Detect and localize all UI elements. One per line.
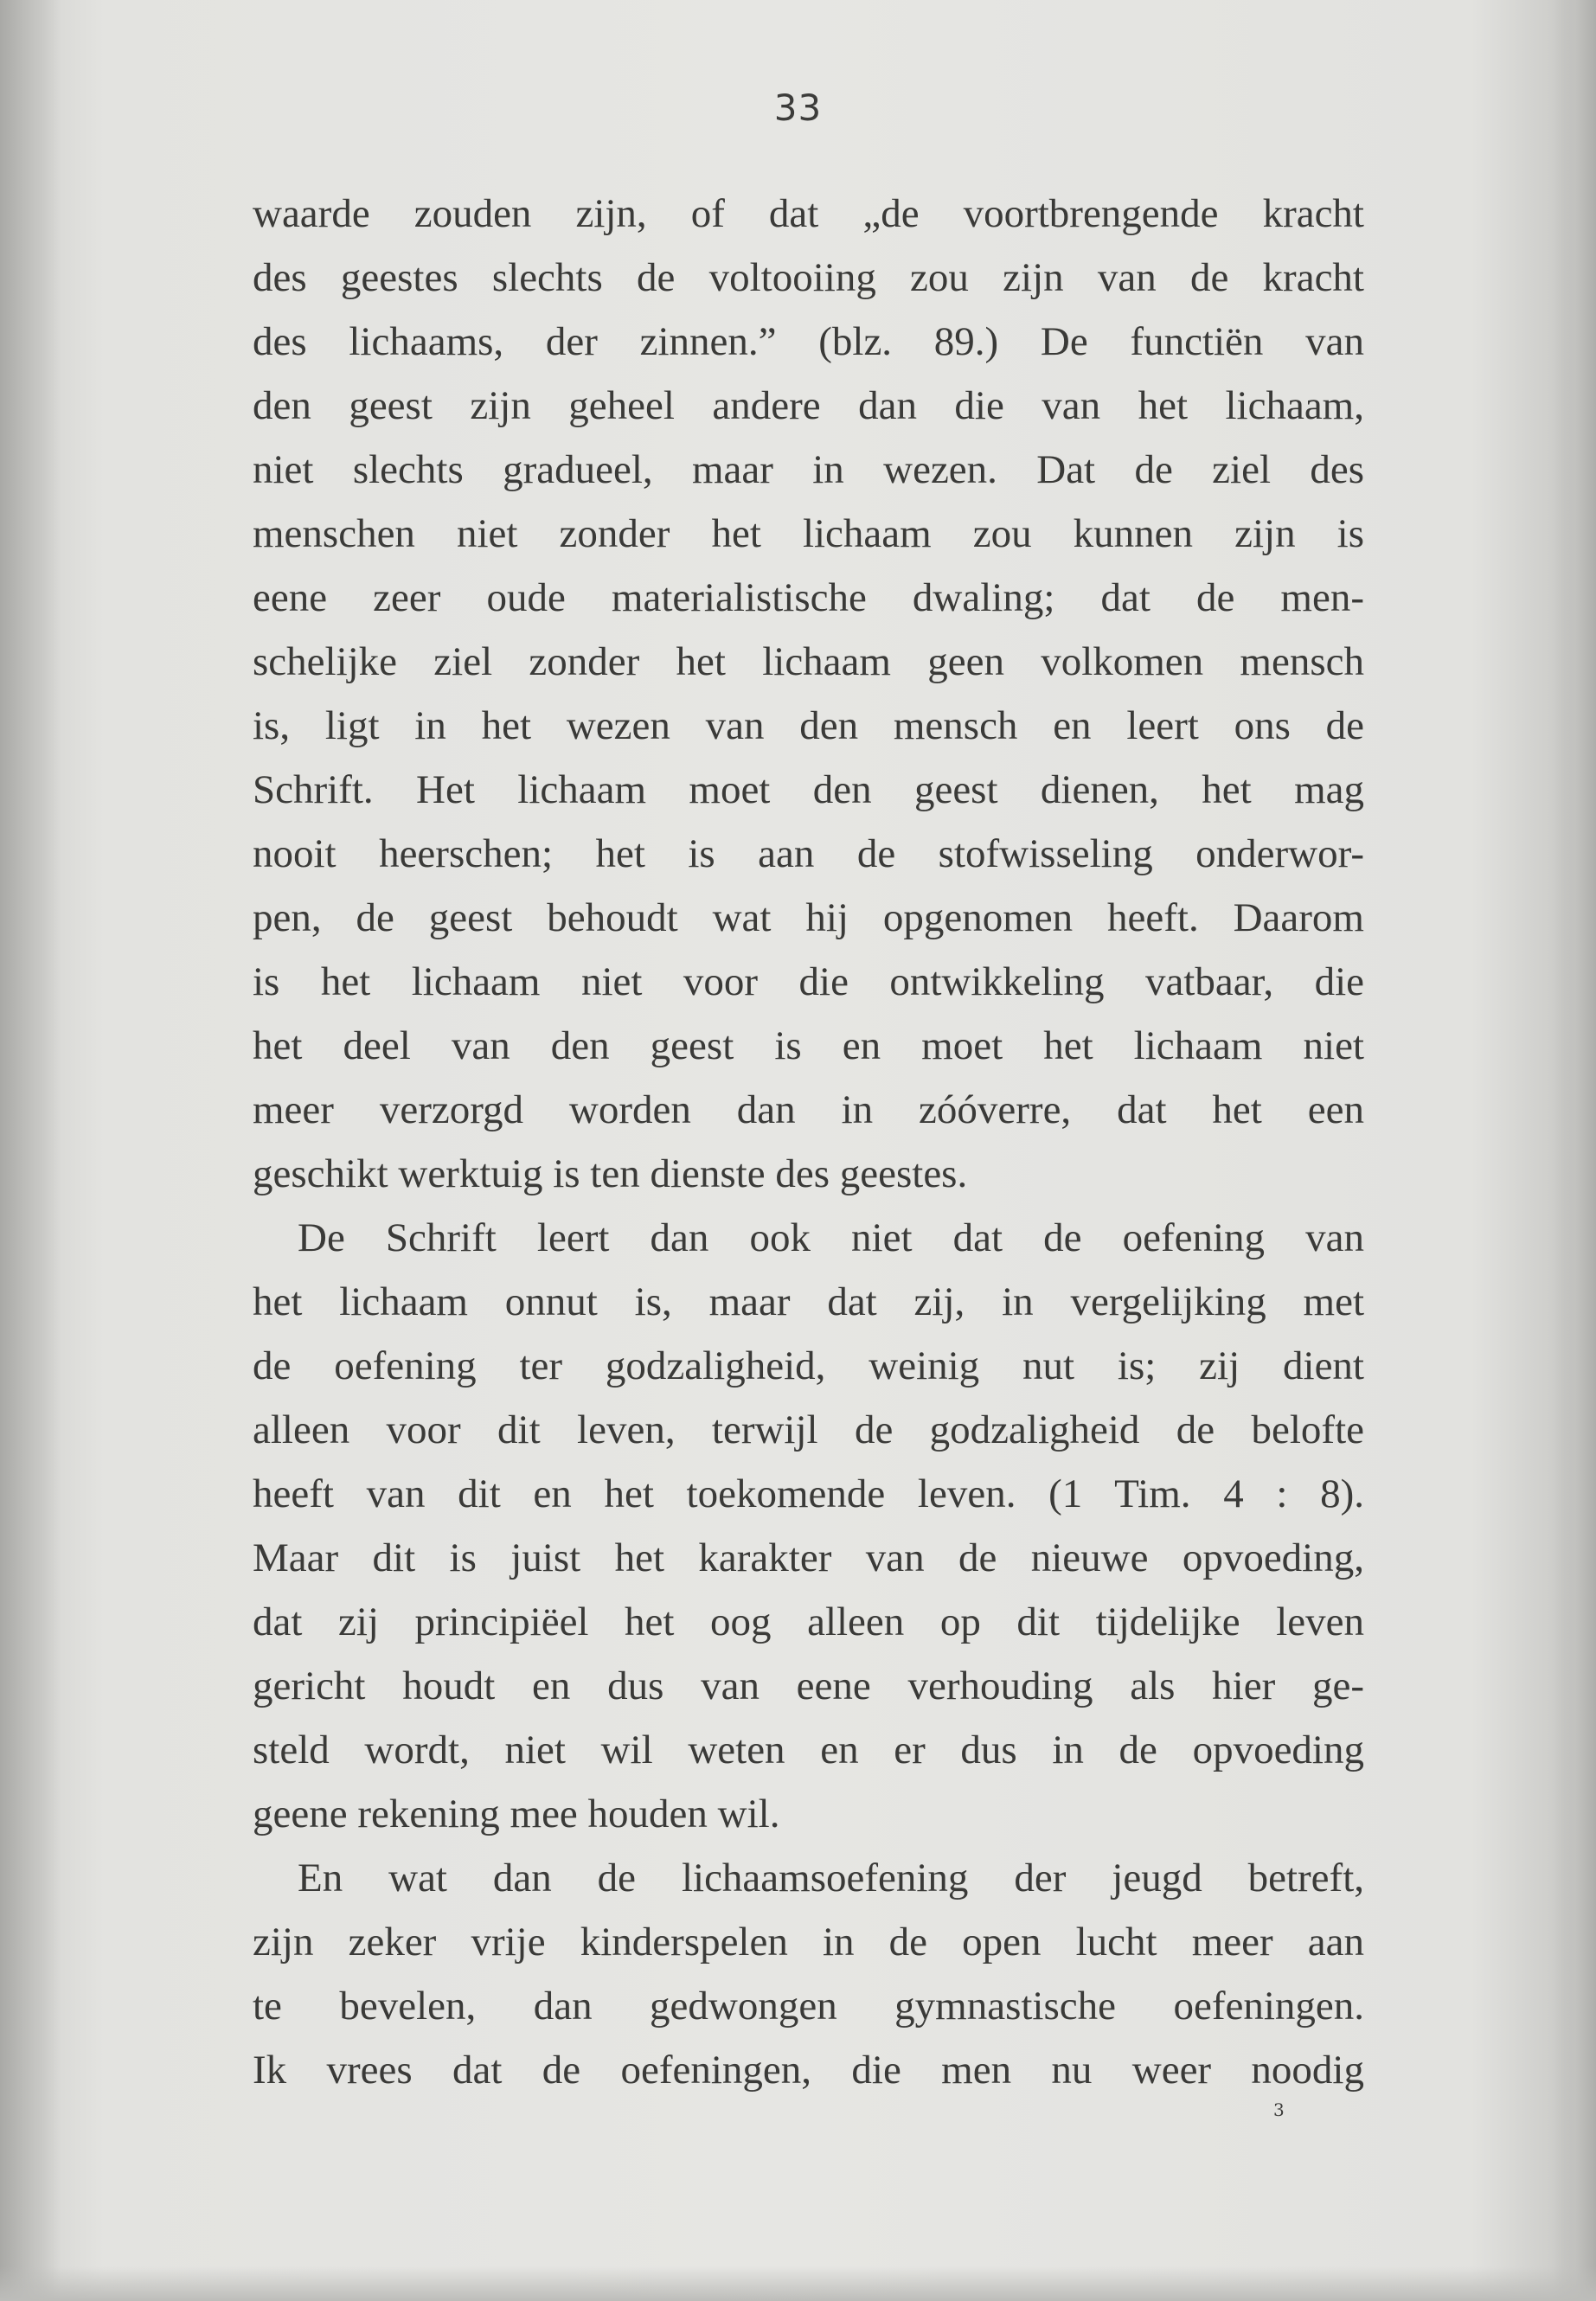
text-line: eene zeer oude materialistische dwaling; dat de men- xyxy=(253,575,1364,620)
paragraph-start-line: De Schrift leert dan ook niet dat de oefening van xyxy=(298,1215,1364,1260)
text-line: zijn zeker vrije kinderspelen in de open lucht meer aan xyxy=(253,1920,1364,1965)
text-line: pen, de geest behoudt wat hij opgenomen heeft. Daarom xyxy=(253,895,1364,940)
paragraph-end-line: geschikt werktuig is ten dienste des geestes. xyxy=(253,1151,968,1196)
text-line: te bevelen, dan gedwongen gymnastische oefeningen. xyxy=(253,1984,1364,2029)
text-line: menschen niet zonder het lichaam zou kunnen zijn is xyxy=(253,511,1364,556)
text-line: Ik vrees dat de oefeningen, die men nu weer noodig xyxy=(253,2048,1364,2093)
text-line: het deel van den geest is en moet het lichaam niet xyxy=(253,1023,1364,1068)
text-line: nooit heerschen; het is aan de stofwisseling onderwor- xyxy=(253,831,1364,876)
signature-mark: 3 xyxy=(1273,2099,1285,2120)
paragraph-end-line: geene rekening mee houden wil. xyxy=(253,1791,780,1836)
text-line: meer verzorgd worden dan in zóóverre, dat het een xyxy=(253,1087,1364,1132)
text-line: des lichaams, der zinnen.” (blz. 89.) De functiën van xyxy=(253,319,1364,364)
paragraph-start-line: En wat dan de lichaamsoefening der jeugd betreft, xyxy=(298,1856,1364,1900)
binding-shadow xyxy=(0,0,61,2301)
text-line: steld wordt, niet wil weten en er dus in de opvoeding xyxy=(253,1727,1364,1772)
page-right-edge xyxy=(1554,0,1596,2301)
text-line: waarde zouden zijn, of dat „de voortbrengende kracht xyxy=(253,191,1364,236)
text-line: heeft van dit en het toekomende leven. (1 Tim. 4 : 8). xyxy=(253,1471,1364,1516)
text-line: Maar dit is juist het karakter van de nieuwe opvoeding, xyxy=(253,1535,1364,1580)
text-line: het lichaam onnut is, maar dat zij, in vergelijking met xyxy=(253,1279,1364,1324)
text-line: niet slechts gradueel, maar in wezen. Dat de ziel des xyxy=(253,447,1364,492)
text-line: is, ligt in het wezen van den mensch en leert ons de xyxy=(253,703,1364,748)
text-line: des geestes slechts de voltooiing zou zijn van de kracht xyxy=(253,255,1364,300)
text-line: alleen voor dit leven, terwijl de godzaligheid de belofte xyxy=(253,1407,1364,1452)
text-line: Schrift. Het lichaam moet den geest dienen, het mag xyxy=(253,767,1364,812)
text-line: is het lichaam niet voor die ontwikkeling vatbaar, die xyxy=(253,959,1364,1004)
page-number: 33 xyxy=(773,87,823,129)
text-line: gericht houdt en dus van eene verhouding als hier ge- xyxy=(253,1663,1364,1708)
body-text xyxy=(253,182,1364,2102)
page-bottom-edge xyxy=(0,2266,1596,2301)
text-line: dat zij principiëel het oog alleen op dit tijdelijke leven xyxy=(253,1599,1364,1644)
text-line: den geest zijn geheel andere dan die van het lichaam, xyxy=(253,383,1364,428)
text-line: schelijke ziel zonder het lichaam geen volkomen mensch xyxy=(253,639,1364,684)
text-line: de oefening ter godzaligheid, weinig nut is; zij dient xyxy=(253,1343,1364,1388)
